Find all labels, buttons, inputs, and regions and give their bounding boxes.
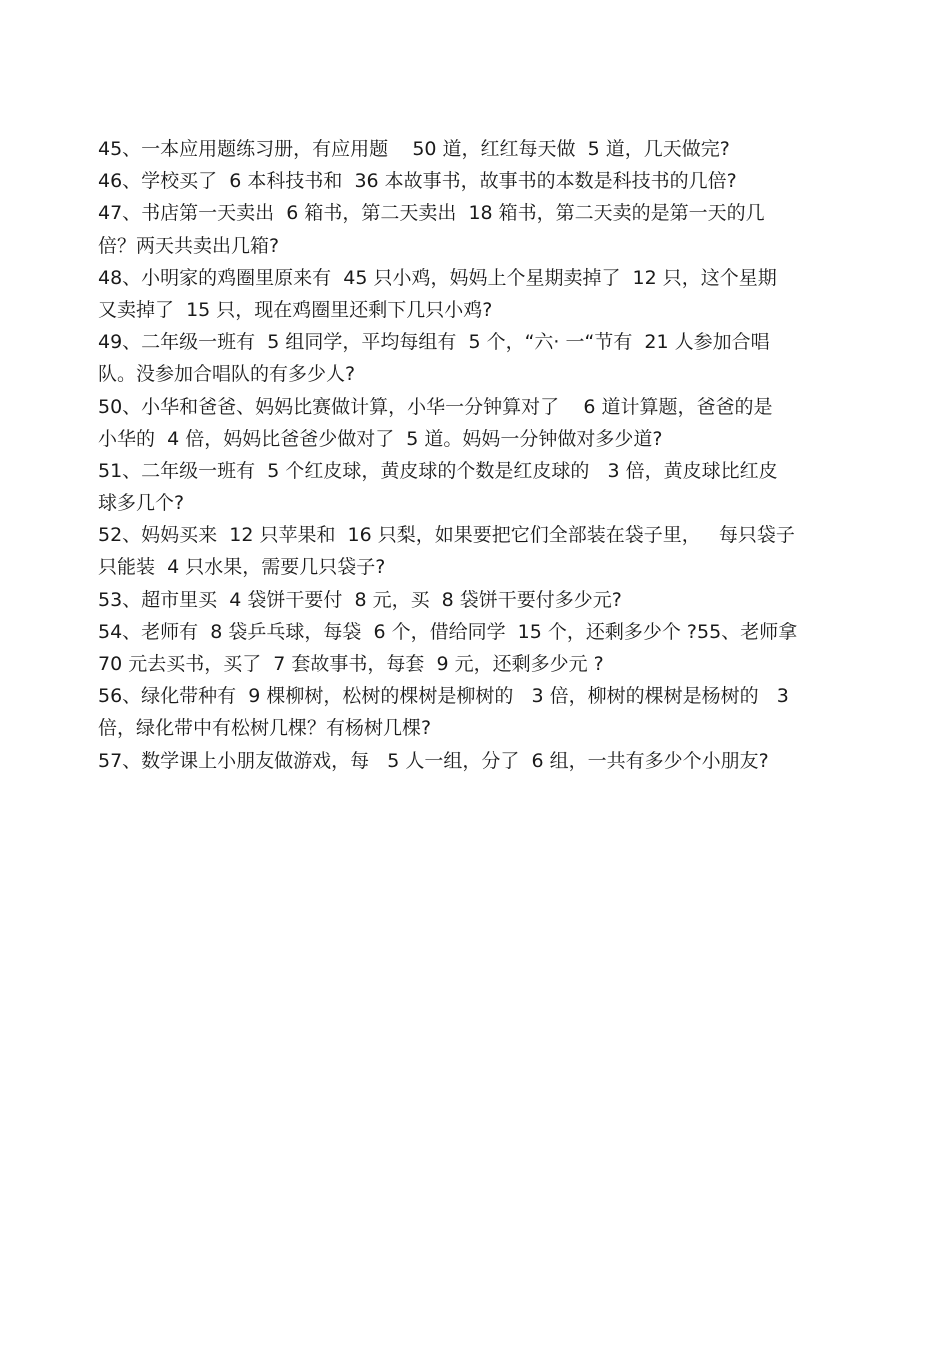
problem-list <box>98 133 858 777</box>
text-line: 倍？两天共卖出几箱? <box>98 234 280 257</box>
text-line: 47、书店第一天卖出 6 箱书，第二天卖出 18 箱书，第二天卖的是第一天的几 <box>98 202 765 225</box>
text-line: 只能装 4 只水果，需要几只袋子? <box>98 556 386 579</box>
text-line: 球多几个? <box>98 492 185 515</box>
text-line: 53、超市里买 4 袋饼干要付 8 元，买 8 袋饼干要付多少元? <box>98 588 622 611</box>
text-line: 54、老师有 8 袋乒乓球，每袋 6 个，借给同学 15 个，还剩多少个 ?55、老师拿 <box>98 620 798 643</box>
text-line: 56、绿化带种有 9 棵柳树，松树的棵树是柳树的 3 倍，柳树的棵树是杨树的 3 <box>98 685 789 708</box>
text-line: 45、一本应用题练习册，有应用题 50 道，红红每天做 5 道，几天做完? <box>98 138 730 160</box>
text-line: 48、小明家的鸡圈里原来有 45 只小鸡，妈妈上个星期卖掉了 12 只，这个星期 <box>98 266 777 289</box>
text-line: 50、小华和爸爸、妈妈比赛做计算，小华一分钟算对了 6 道计算题，爸爸的是 <box>98 395 773 418</box>
text-line: 倍，绿化带中有松树几棵？有杨树几棵? <box>98 717 432 740</box>
text-line: 52、妈妈买来 12 只苹果和 16 只梨，如果要把它们全部装在袋子里， 每只袋子 <box>98 524 795 547</box>
text-line: 队。没参加合唱队的有多少人? <box>98 363 356 386</box>
text-line: 46、学校买了 6 本科技书和 36 本故事书，故事书的本数是科技书的几倍? <box>98 170 737 193</box>
text-line: 又卖掉了 15 只，现在鸡圈里还剩下几只小鸡? <box>98 298 493 321</box>
text-line: 57、数学课上小朋友做游戏，每 5 人一组，分了 6 组，一共有多少个小朋友? <box>98 749 769 772</box>
text-line: 49、二年级一班有 5 组同学，平均每组有 5 个，“六· 一“节有 21 人参加合唱 <box>98 331 770 354</box>
text-line: 51、二年级一班有 5 个红皮球，黄皮球的个数是红皮球的 3 倍，黄皮球比红皮 <box>98 459 778 482</box>
text-line: 70 元去买书，买了 7 套故事书，每套 9 元，还剩多少元 ? <box>98 653 604 675</box>
text-line: 小华的 4 倍，妈妈比爸爸少做对了 5 道。妈妈一分钟做对多少道? <box>98 427 663 450</box>
